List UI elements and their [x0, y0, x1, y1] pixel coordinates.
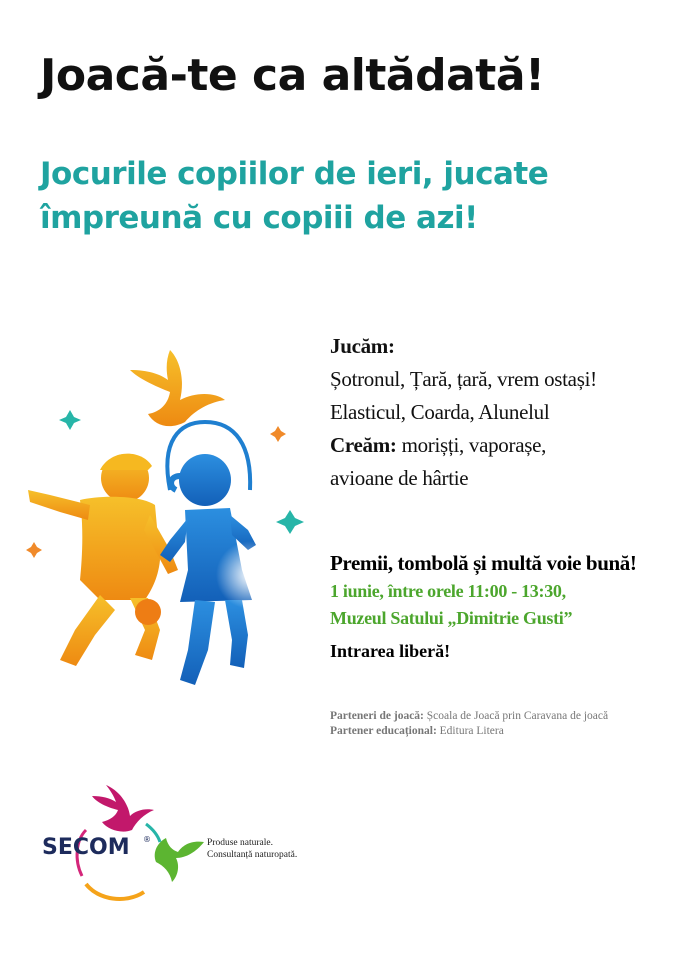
- page-subtitle: [40, 152, 660, 240]
- sparkle-teal-icon: [59, 410, 81, 430]
- subtitle-line-1: Jocurile copiilor de ieri, jucate: [40, 156, 549, 192]
- partners-section: [330, 709, 608, 739]
- subtitle-line-2: împreună cu copiii de azi!: [40, 200, 478, 236]
- logo-ring-orange: [86, 884, 144, 899]
- create-items: morișți, vaporașe,: [396, 433, 547, 457]
- entry-free-text: Intrarea liberă!: [330, 641, 451, 661]
- create-heading: Creăm:: [330, 433, 397, 457]
- children-playing-illustration: [20, 330, 320, 730]
- edu-partner-value: Editura Litera: [436, 725, 504, 737]
- bird-icon: [130, 350, 225, 426]
- prizes-text: Premii, tombolă și multă voie bună!: [330, 551, 637, 575]
- page-title: Joacă-te ca altădată!: [40, 50, 545, 101]
- edu-partner: [330, 724, 608, 739]
- light-glow: [216, 541, 284, 609]
- play-games-line-2: Elasticul, Coarda, Alunelul: [330, 400, 550, 424]
- sparkle-orange-icon: [270, 426, 286, 442]
- sparkle-orange-icon-2: [26, 542, 42, 558]
- activities-section: [330, 330, 670, 495]
- logo-bird-magenta-icon: [92, 785, 154, 832]
- play-partners: [330, 709, 608, 724]
- boy-silhouette-icon: [28, 454, 178, 666]
- play-partners-value: Școala de Joacă prin Caravana de joacă: [423, 710, 609, 722]
- brand-name: SECOM: [42, 835, 130, 860]
- ball-icon: [135, 599, 161, 625]
- tagline-line-1: Produse naturale.: [207, 838, 273, 848]
- create-line-1: [330, 429, 670, 462]
- event-section: [330, 548, 636, 666]
- logo-bird-green-icon: [155, 838, 204, 882]
- brand-registered-mark: ®: [143, 835, 151, 844]
- play-games-line-1: Șotronul, Țară, țară, vrem ostași!: [330, 367, 597, 391]
- brand-tagline: [207, 837, 297, 861]
- tagline-line-2: Consultanță naturopată.: [207, 850, 298, 860]
- event-location: Muzeul Satului „Dimitrie Gusti”: [330, 608, 573, 628]
- create-line-2: avioane de hârtie: [330, 466, 469, 490]
- play-heading: Jucăm:: [330, 334, 395, 358]
- play-partners-label: Parteneri de joacă:: [330, 710, 424, 722]
- secom-logo: [36, 780, 206, 910]
- sparkle-teal-icon-2: [276, 510, 304, 534]
- edu-partner-label: Partener educațional:: [330, 725, 437, 737]
- event-date-time: 1 iunie, între orele 11:00 - 13:30,: [330, 581, 566, 601]
